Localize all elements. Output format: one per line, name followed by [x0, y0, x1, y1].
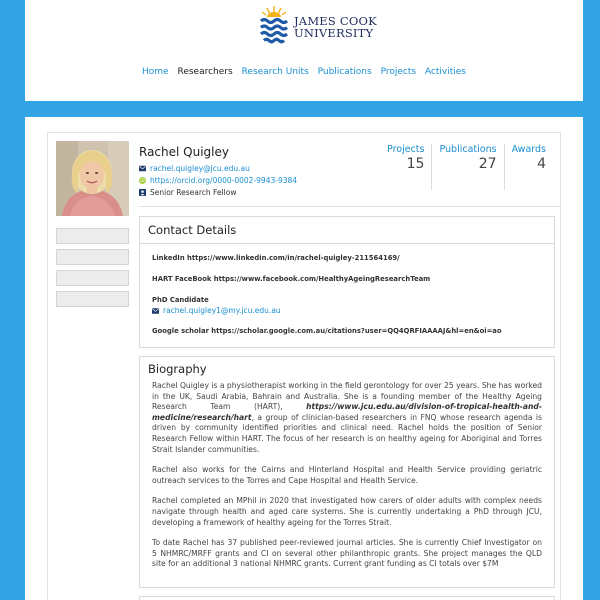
nav-research-units[interactable]: Research Units [241, 67, 309, 77]
stat-publications-value: 27 [478, 156, 497, 172]
stat-projects-label: Projects [387, 144, 425, 155]
bio-p1-start: Rachel Quigley is a physiotherapist working in the field gerontology for over 25 years. She has worked in the UK, Saudi Arabia, Bahrain and Australia. She is a founding member of the Healthy Ageing Research Team (HART), [152, 381, 542, 412]
orcid-row [139, 176, 297, 185]
sidebar-box-4[interactable] [56, 291, 129, 307]
phd-email-link[interactable]: rachel.quigley1@my.jcu.edu.au [163, 306, 281, 315]
envelope-icon [139, 165, 146, 172]
header-divider [139, 206, 560, 207]
bio-paragraph-1 [152, 381, 542, 455]
position-row [139, 188, 236, 197]
nav-publications[interactable]: Publications [317, 67, 372, 77]
nav-projects[interactable]: Projects [380, 67, 417, 77]
sidebar-box-2[interactable] [56, 249, 129, 265]
brand-line-1: JAMES COOK [294, 14, 377, 28]
contact-details-title: Contact Details [140, 217, 554, 244]
svg-text:iD: iD [140, 178, 145, 184]
envelope-icon [152, 308, 159, 314]
bio-paragraph-4: To date Rachel has 37 published peer-reviewed journal articles. She is currently Chief Investigator on 5 NHMRC/MRFF grants and CI on several other philanthropic grants. She project manages the QLD site for an additional 3 national NHMRC grants. Current grant funding as CI totals over $7M [152, 538, 542, 569]
orcid-icon [139, 177, 146, 184]
profile-card [25, 117, 583, 600]
email-row [139, 164, 250, 173]
stat-awards[interactable] [504, 144, 553, 190]
stat-projects-value: 15 [406, 156, 425, 172]
brand-line-2: UNIVERSITY [294, 26, 374, 40]
profile-container [47, 132, 561, 600]
bio-paragraph-2: Rachel also works for the Cairns and Hinterland Hospital and Health Service providing geriatric outreach services to the Torres and Cape Hospital and Health Service. [152, 465, 542, 485]
stat-awards-label: Awards [511, 144, 546, 155]
phd-email-row [152, 306, 281, 315]
hart-facebook-entry: HART FaceBook https://www.facebook.com/HealthyAgeingResearchTeam [152, 275, 431, 283]
contact-details-panel [139, 216, 555, 348]
nav-home[interactable]: Home [142, 67, 169, 77]
stat-publications[interactable] [431, 144, 503, 190]
bio-p1-end: , a group of clinician-based researchers in FNQ whose research agenda is driven by community identified priorities and clinical need. Rachel holds the position of Senior Research Fellow within HART. The focus of her research is on healthy ageing for Aboriginal and Torres Strait Islander communities. [152, 412, 542, 454]
email-link[interactable]: rachel.quigley@jcu.edu.au [150, 164, 250, 173]
orcid-link[interactable]: https://orcid.org/0000-0002-9943-9384 [150, 176, 298, 185]
stat-publications-label: Publications [439, 144, 497, 155]
sidebar-box-3[interactable] [56, 270, 129, 286]
nav-researchers[interactable]: Researchers [177, 67, 233, 77]
person-badge-icon [139, 189, 146, 196]
profile-photo-image [56, 141, 129, 216]
next-panel [139, 596, 555, 600]
nav-activities[interactable]: Activities [424, 67, 466, 77]
linkedin-entry: LinkedIn https://www.linkedin.com/in/rachel-quigley-211564169/ [152, 254, 400, 262]
bio-paragraph-3: Rachel completed an MPhil in 2020 that investigated how carers of older adults with complex needs navigate through health and aged care systems. She is currently undertaking a PhD through JCU, developing a framework of healthy ageing for the Torres Strait. [152, 496, 542, 527]
biography-panel [139, 356, 555, 588]
biography-text [140, 381, 554, 570]
biography-title: Biography [148, 362, 207, 376]
researcher-name: Rachel Quigley [139, 145, 229, 159]
stat-awards-value: 4 [537, 156, 546, 172]
main-nav [25, 67, 583, 77]
jcu-logo[interactable] [258, 5, 377, 49]
stat-projects[interactable] [380, 144, 431, 190]
position-title: Senior Research Fellow [150, 188, 237, 197]
hart-url[interactable]: https://www.jcu.edu.au/division-of-tropical-health-and-medicine/research/hart [152, 402, 542, 422]
brand-wordmark [294, 15, 377, 39]
site-header [25, 0, 583, 101]
phd-candidate-label: PhD Candidate [152, 296, 209, 304]
profile-photo [56, 141, 129, 216]
stats-bar [380, 144, 553, 190]
sidebar-box-1[interactable] [56, 228, 129, 244]
jcu-crest-icon [258, 5, 290, 49]
google-scholar-entry: Google scholar https://scholar.google.com.au/citations?user=QQ4QRFIAAAAJ&hl=en&oi=ao [152, 327, 502, 335]
